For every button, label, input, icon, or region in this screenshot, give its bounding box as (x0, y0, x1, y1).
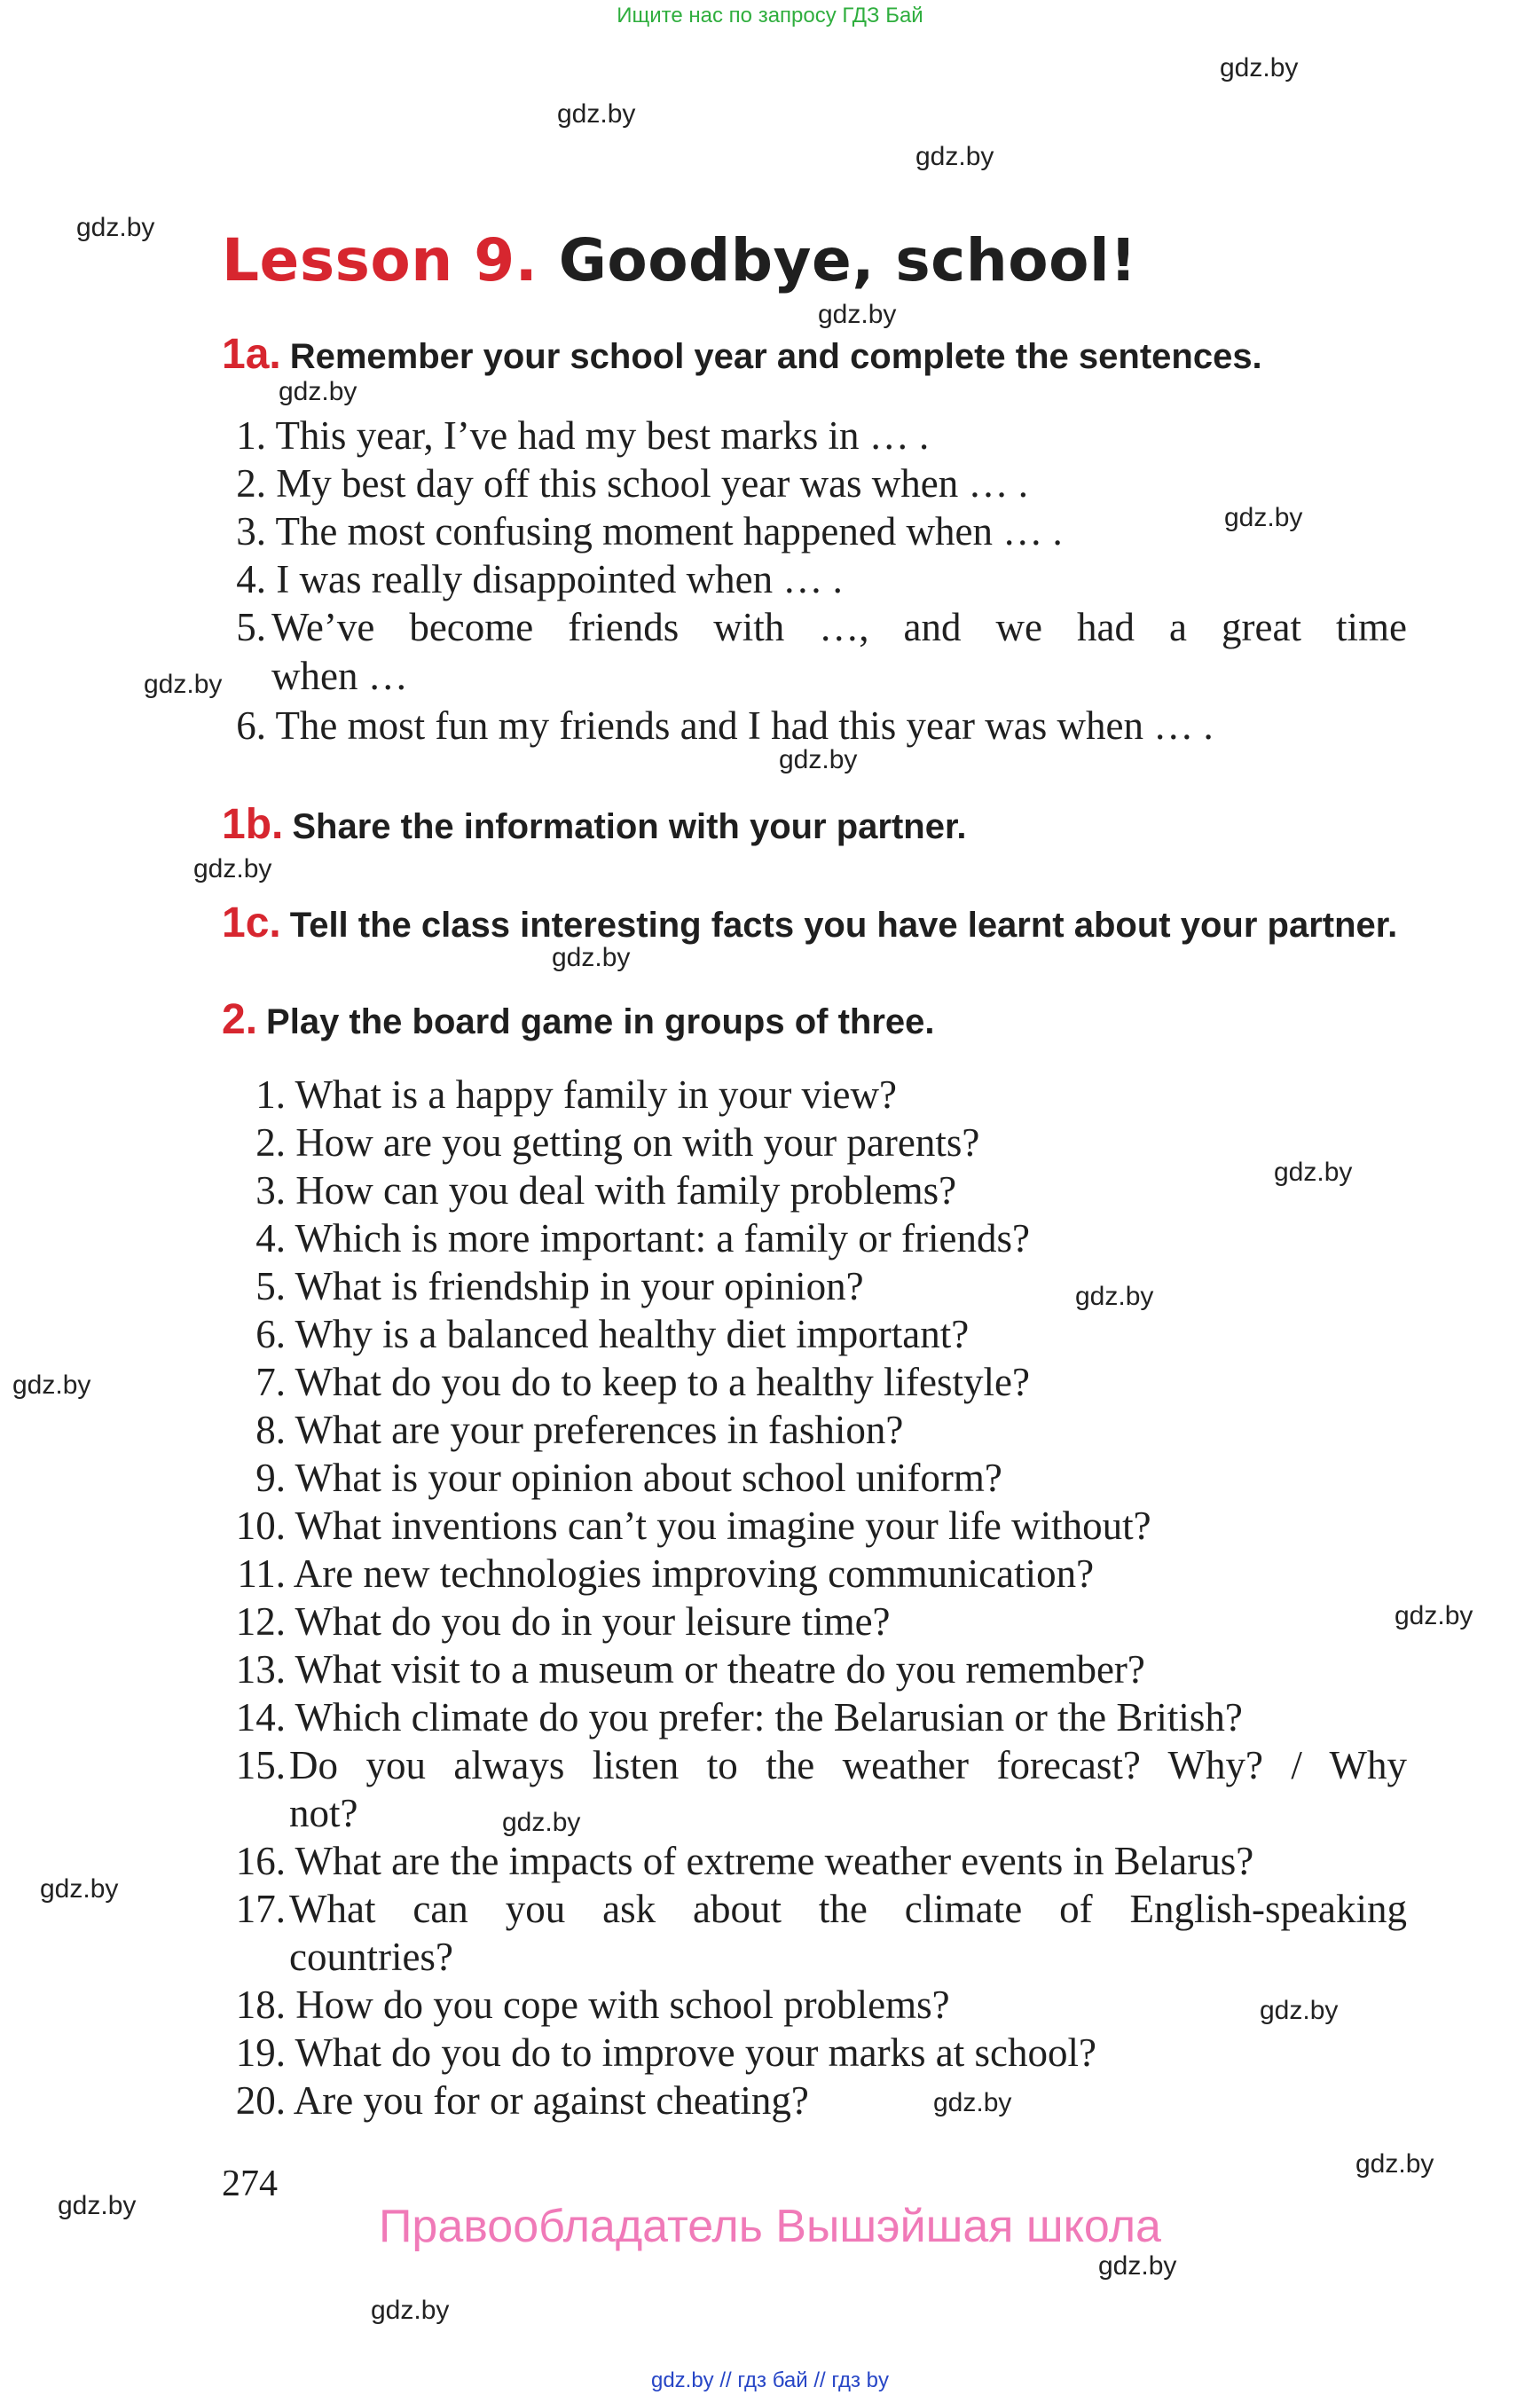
task-2-heading (222, 995, 935, 1044)
task-instruction: Share the information with your partner. (292, 807, 967, 846)
question-item: 18. How do you cope with school problems? (235, 1983, 950, 2027)
task-number: 1b. (222, 801, 284, 848)
question-item: 11. Are new technologies improving communication? (237, 1551, 1095, 1596)
question-item: 13. What visit to a museum or theatre do you remember? (235, 1647, 1145, 1692)
watermark: gdz.by (1075, 1282, 1154, 1311)
question-item: 5. What is friendship in your opinion? (255, 1264, 864, 1308)
watermark: gdz.by (12, 1370, 91, 1400)
list-item-continuation: when … (271, 654, 408, 698)
task-instruction: Play the board game in groups of three. (266, 1002, 935, 1041)
question-item: 2. How are you getting on with your parents? (255, 1120, 980, 1165)
watermark: gdz.by (1274, 1158, 1353, 1187)
question-item: 15. Do you always listen to the weather forecast? Why? / Why (235, 1743, 1407, 1787)
page-number: 274 (222, 2163, 278, 2204)
watermark: gdz.by (279, 377, 358, 406)
watermark: gdz.by (915, 142, 994, 171)
question-item: 20. Are you for or against cheating? (235, 2078, 809, 2123)
watermark: gdz.by (40, 1874, 119, 1904)
watermark: gdz.by (1395, 1601, 1473, 1630)
watermark: gdz.by (1098, 2251, 1177, 2281)
question-item: 6. Why is a balanced healthy diet important? (255, 1312, 970, 1356)
watermark: gdz.by (144, 670, 223, 699)
question-item: 1. What is a happy family in your view? (255, 1072, 897, 1117)
list-item: 5. We’ve become friends with …, and we had a great time (236, 605, 1407, 649)
watermark: gdz.by (502, 1808, 581, 1837)
question-item: 12. What do you do in your leisure time? (235, 1599, 891, 1644)
watermark: gdz.by (193, 854, 272, 883)
watermark: gdz.by (557, 99, 636, 129)
task-number: 2. (222, 996, 258, 1043)
question-item: 4. Which is more important: a family or friends? (255, 1216, 1030, 1260)
footer-links[interactable]: gdz.by // гдз бай // гдз by (650, 2368, 890, 2392)
list-item: 4. I was really disappointed when … . (236, 557, 843, 601)
task-instruction: Tell the class interesting facts you have learnt about your partner. (289, 906, 1398, 945)
lesson-number: Lesson 9. (222, 226, 538, 294)
task-number: 1a. (222, 331, 281, 378)
watermark: gdz.by (1220, 53, 1299, 82)
list-item: 3. The most confusing moment happened when … . (236, 509, 1063, 554)
watermark: gdz.by (76, 213, 155, 242)
watermark: gdz.by (552, 943, 631, 972)
task-1b-heading (222, 800, 966, 849)
lesson-title: Goodbye, school! (558, 226, 1137, 294)
watermark: gdz.by (818, 300, 897, 329)
list-item: 2. My best day off this school year was when … . (236, 461, 1029, 506)
copyright-notice: Правообладатель Вышэйшая школа (379, 2201, 1161, 2252)
watermark: gdz.by (1355, 2149, 1434, 2179)
question-item: 10. What inventions can’t you imagine your life without? (235, 1504, 1151, 1548)
list-item: 6. The most fun my friends and I had this year was when … . (236, 703, 1214, 748)
question-item: 17. What can you ask about the climate of English-speaking (235, 1887, 1407, 1931)
watermark: gdz.by (371, 2296, 450, 2325)
watermark: gdz.by (58, 2191, 137, 2220)
question-item-continuation: not? (289, 1791, 358, 1835)
question-item: 8. What are your preferences in fashion? (255, 1408, 904, 1452)
question-item: 3. How can you deal with family problems? (255, 1168, 957, 1213)
task-1c-heading (222, 899, 1397, 947)
watermark: gdz.by (1260, 1996, 1339, 2025)
watermark: gdz.by (779, 745, 858, 774)
watermark: gdz.by (1224, 503, 1303, 532)
question-item: 9. What is your opinion about school uniform? (255, 1456, 1002, 1500)
question-item-continuation: countries? (289, 1935, 453, 1979)
question-item: 16. What are the impacts of extreme weather events in Belarus? (235, 1839, 1254, 1883)
task-1a-heading (222, 330, 1262, 379)
question-item: 19. What do you do to improve your marks at school? (235, 2030, 1096, 2075)
page-title (222, 226, 1137, 294)
task-number: 1c. (222, 899, 281, 946)
top-banner[interactable]: Ищите нас по запросу ГДЗ Бай (617, 4, 923, 27)
watermark: gdz.by (933, 2088, 1012, 2117)
question-item: 14. Which climate do you prefer: the Belarusian or the British? (235, 1695, 1243, 1739)
task-instruction: Remember your school year and complete the sentences. (289, 337, 1262, 376)
question-item: 7. What do you do to keep to a healthy lifestyle? (255, 1360, 1030, 1404)
list-item: 1. This year, I’ve had my best marks in … . (236, 413, 930, 458)
